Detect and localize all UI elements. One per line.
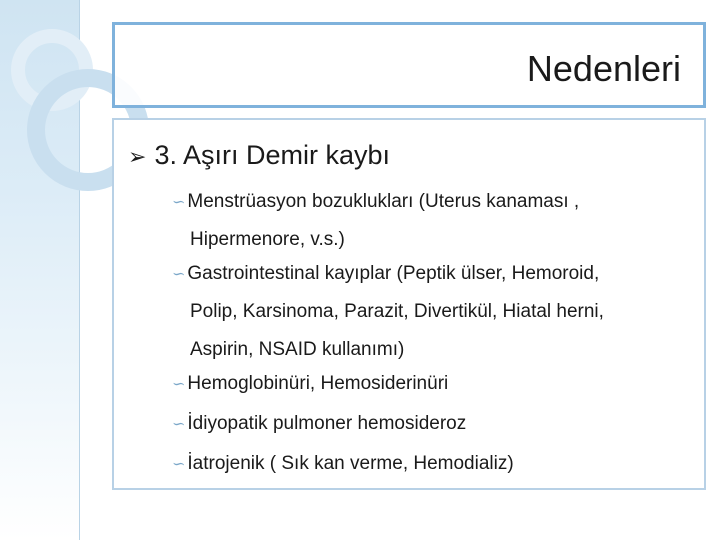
sub-bullet-icon: ∽ [172,264,186,283]
sub-bullet-icon: ∽ [172,414,186,433]
list-item [172,255,692,369]
title-box [112,22,706,108]
main-bullet [128,138,390,175]
list-item [172,405,692,443]
sub-bullet-icon: ∽ [172,454,186,473]
list-item-line: İdiyopatik pulmoner hemosideroz [187,413,467,434]
list-item [172,365,692,403]
list-item-line: İatrojenik ( Sık kan verme, Hemodializ) [187,453,514,474]
slide-title: Nedenleri [526,48,681,89]
list-item-line: Polip, Karsinoma, Parazit, Divertikül, Hiatal herni, [190,301,604,322]
list-item-line: Hemoglobinüri, Hemosiderinüri [187,373,449,394]
list-item-line: Menstrüasyon bozuklukları (Uterus kanaması , [187,191,580,212]
sub-bullet-icon: ∽ [172,374,186,393]
list-item [172,183,692,259]
list-item-line: Hipermenore, v.s.) [190,229,345,250]
arrow-bullet-icon: ➢ [128,145,147,170]
sub-bullet-icon: ∽ [172,192,186,211]
list-item [172,445,692,483]
list-item-line: Gastrointestinal kayıplar (Peptik ülser, Hemoroid, [187,263,600,284]
main-bullet-text: 3. Aşırı Demir kaybı [154,140,391,170]
list-item-line: Aspirin, NSAID kullanımı) [190,339,405,360]
